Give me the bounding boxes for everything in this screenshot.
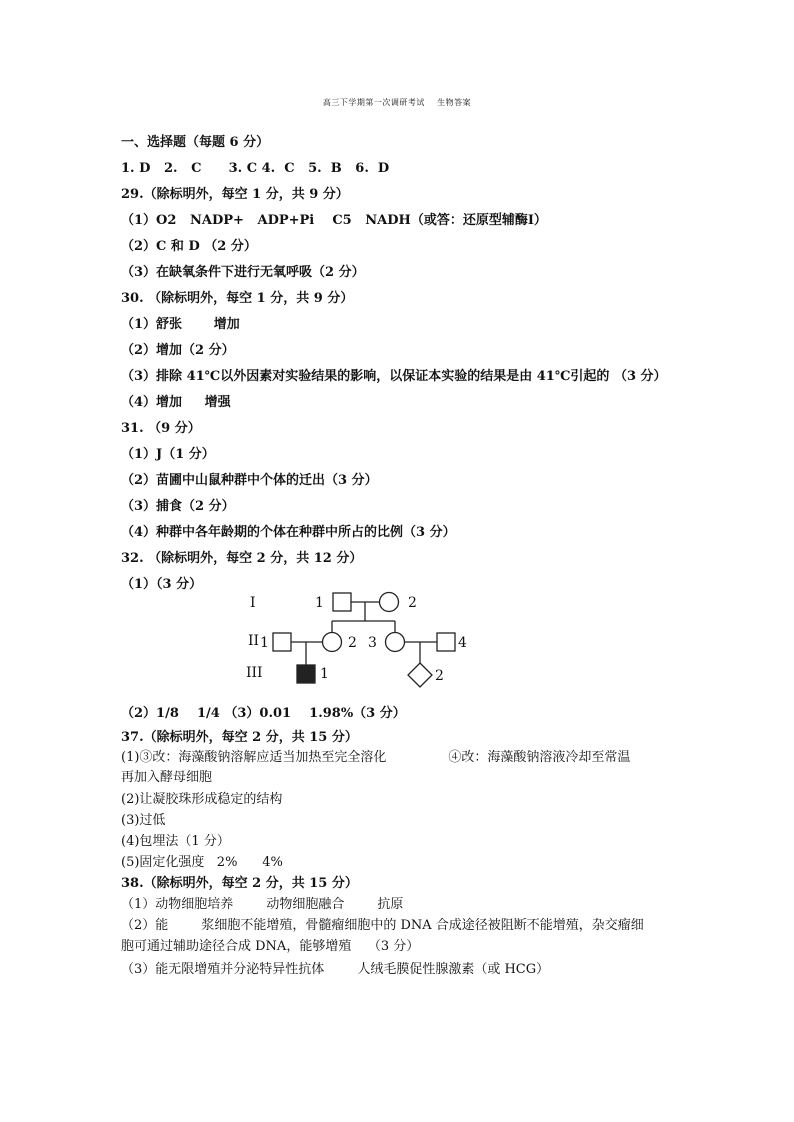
q30-answer-4: （4）增加 增强 [121,395,231,410]
q32-answer-1: （1）（3 分） [121,577,203,592]
label-I2: 2 [408,595,417,611]
generation-label-III: III [246,665,263,681]
q31-answer-1: （1）J（1 分） [121,447,215,462]
q38-header: 38.（除标明外，每空 2 分，共 15 分） [121,876,358,891]
label-III2: 2 [435,668,444,684]
q29-answer-1: （1）O2 NADP+ ADP+Pi C5 NADH（或答：还原型辅酶Ⅰ） [121,213,547,228]
q37-answer-1-cont: 再加入酵母细胞 [121,770,213,785]
female-I2 [380,593,399,612]
q37-answer-3: (3)过低 [121,813,166,828]
q38-answer-1: （1）动物细胞培养 动物细胞融合 抗原 [121,897,404,912]
q31-answer-3: （3）捕食（2 分） [121,499,235,514]
q31-answer-4: （4）种群中各年龄期的个体在种群中所占的比例（3 分） [121,525,456,540]
label-II1: 1 [260,635,269,651]
q38-answer-2-cont: 胞可通过辅助途径合成 DNA，能够增殖 （3 分） [121,939,420,954]
male-I1 [333,593,351,611]
q30-header: 30. （除标明外，每空 1 分，共 9 分） [121,291,354,306]
q37-header: 37.（除标明外，每空 2 分，共 15 分） [121,730,358,745]
q37-answer-5: (5)固定化强度 2% 4% [121,855,283,870]
label-III1: 1 [320,666,329,682]
q37-answer-4: (4)包埋法（1 分） [121,834,230,849]
label-II2: 2 [348,635,357,651]
q29-answer-3: （3）在缺氧条件下进行无氧呼吸（2 分） [121,265,365,280]
q31-header: 31. （9 分） [121,421,201,436]
female-II3 [386,633,405,652]
unknown-sex-III2 [408,663,432,687]
label-I1: 1 [315,595,324,611]
male-II4 [437,633,455,651]
page-title: 高三下学期第一次调研考试 生物答案 [322,98,472,107]
q32-answer-2-3: （2）1/8 1/4 （3）0.01 1.98%（3 分） [121,706,406,721]
section-choice-header: 一、选择题（每题 6 分） [121,135,270,150]
q32-header: 32. （除标明外，每空 2 分，共 12 分） [121,551,363,566]
affected-male-III1 [297,665,315,683]
q29-answer-2: （2）C 和 D （2 分） [121,239,257,254]
choice-answers: 1. D 2. C 3. C 4. C 5. B 6. D [121,161,390,176]
q30-answer-1: （1）舒张 增加 [121,317,240,332]
label-II4: 4 [458,635,467,651]
label-II3: 3 [368,635,377,651]
q30-answer-3: （3）排除 41℃以外因素对实验结果的影响，以保证本实验的结果是由 41℃引起的 （3 分） [121,369,667,384]
generation-label-II: II [248,633,260,649]
q38-answer-3: （3）能无限增殖并分泌特异性抗体 人绒毛膜促性腺激素（或 HCG） [121,962,550,977]
q30-answer-2: （2）增加（2 分） [121,343,235,358]
male-II1 [273,633,291,651]
q38-answer-2: （2）能 浆细胞不能增殖，骨髓瘤细胞中的 DNA 合成途径被阻断不能增殖，杂交瘤细 [121,918,644,933]
q37-answer-2: (2)让凝胶珠形成稳定的结构 [121,792,283,807]
female-II2 [323,633,342,652]
q31-answer-2: （2）苗圃中山鼠种群中个体的迁出（3 分） [121,473,378,488]
q29-header: 29.（除标明外，每空 1 分，共 9 分） [121,187,349,202]
q37-answer-1: (1)③改：海藻酸钠溶解应适当加热至完全溶化 ④改：海藻酸钠溶液冷却至常温 [121,750,631,765]
generation-label-I: I [250,595,256,611]
pedigree-chart [240,585,480,695]
